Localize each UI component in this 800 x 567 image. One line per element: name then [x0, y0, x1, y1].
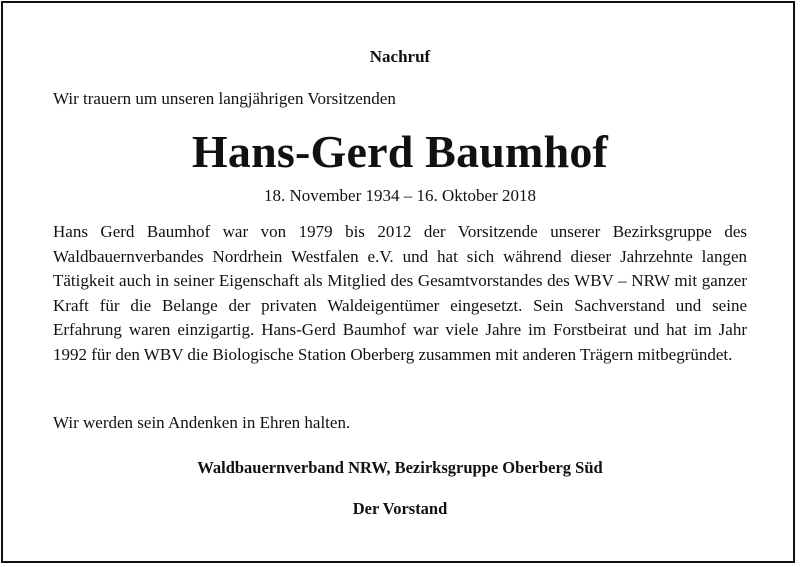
- deceased-name: Hans-Gerd Baumhof: [191, 126, 609, 177]
- obituary-body: Hans Gerd Baumhof war von 1979 bis 2012 der Vorsitzende unserer Bezirksgruppe des Waldbauernverbandes Nordrhein Westfalen e.V. und hat sich während dieser Jahrzehnte langen Tätigkeit auch in seiner Eigenschaft als Mitglied des Gesamtvorstandes des WBV – NRW mit ganzer Kraft für die Belange der privaten Waldeigentümer eingesetzt. Sein Sachverstand und seine Erfahrung waren einzigartig. Hans-Gerd Baumhof war viele Jahre im Forstbeirat und hat im Jahr 1992 für den WBV die Biologische Station Oberberg zusammen mit anderen Trägern mitbegründet.: [53, 222, 747, 364]
- intro-line: Wir trauern um unseren langjährigen Vorsitzenden: [53, 89, 396, 108]
- signatory-board: Der Vorstand: [352, 499, 448, 518]
- life-dates: 18. November 1934 – 16. Oktober 2018: [264, 186, 536, 205]
- signatory-organization: Waldbauernverband NRW, Bezirksgruppe Oberberg Süd: [197, 458, 603, 477]
- closing-line: Wir werden sein Andenken in Ehren halten.: [53, 413, 351, 432]
- obituary-heading: Nachruf: [369, 47, 431, 66]
